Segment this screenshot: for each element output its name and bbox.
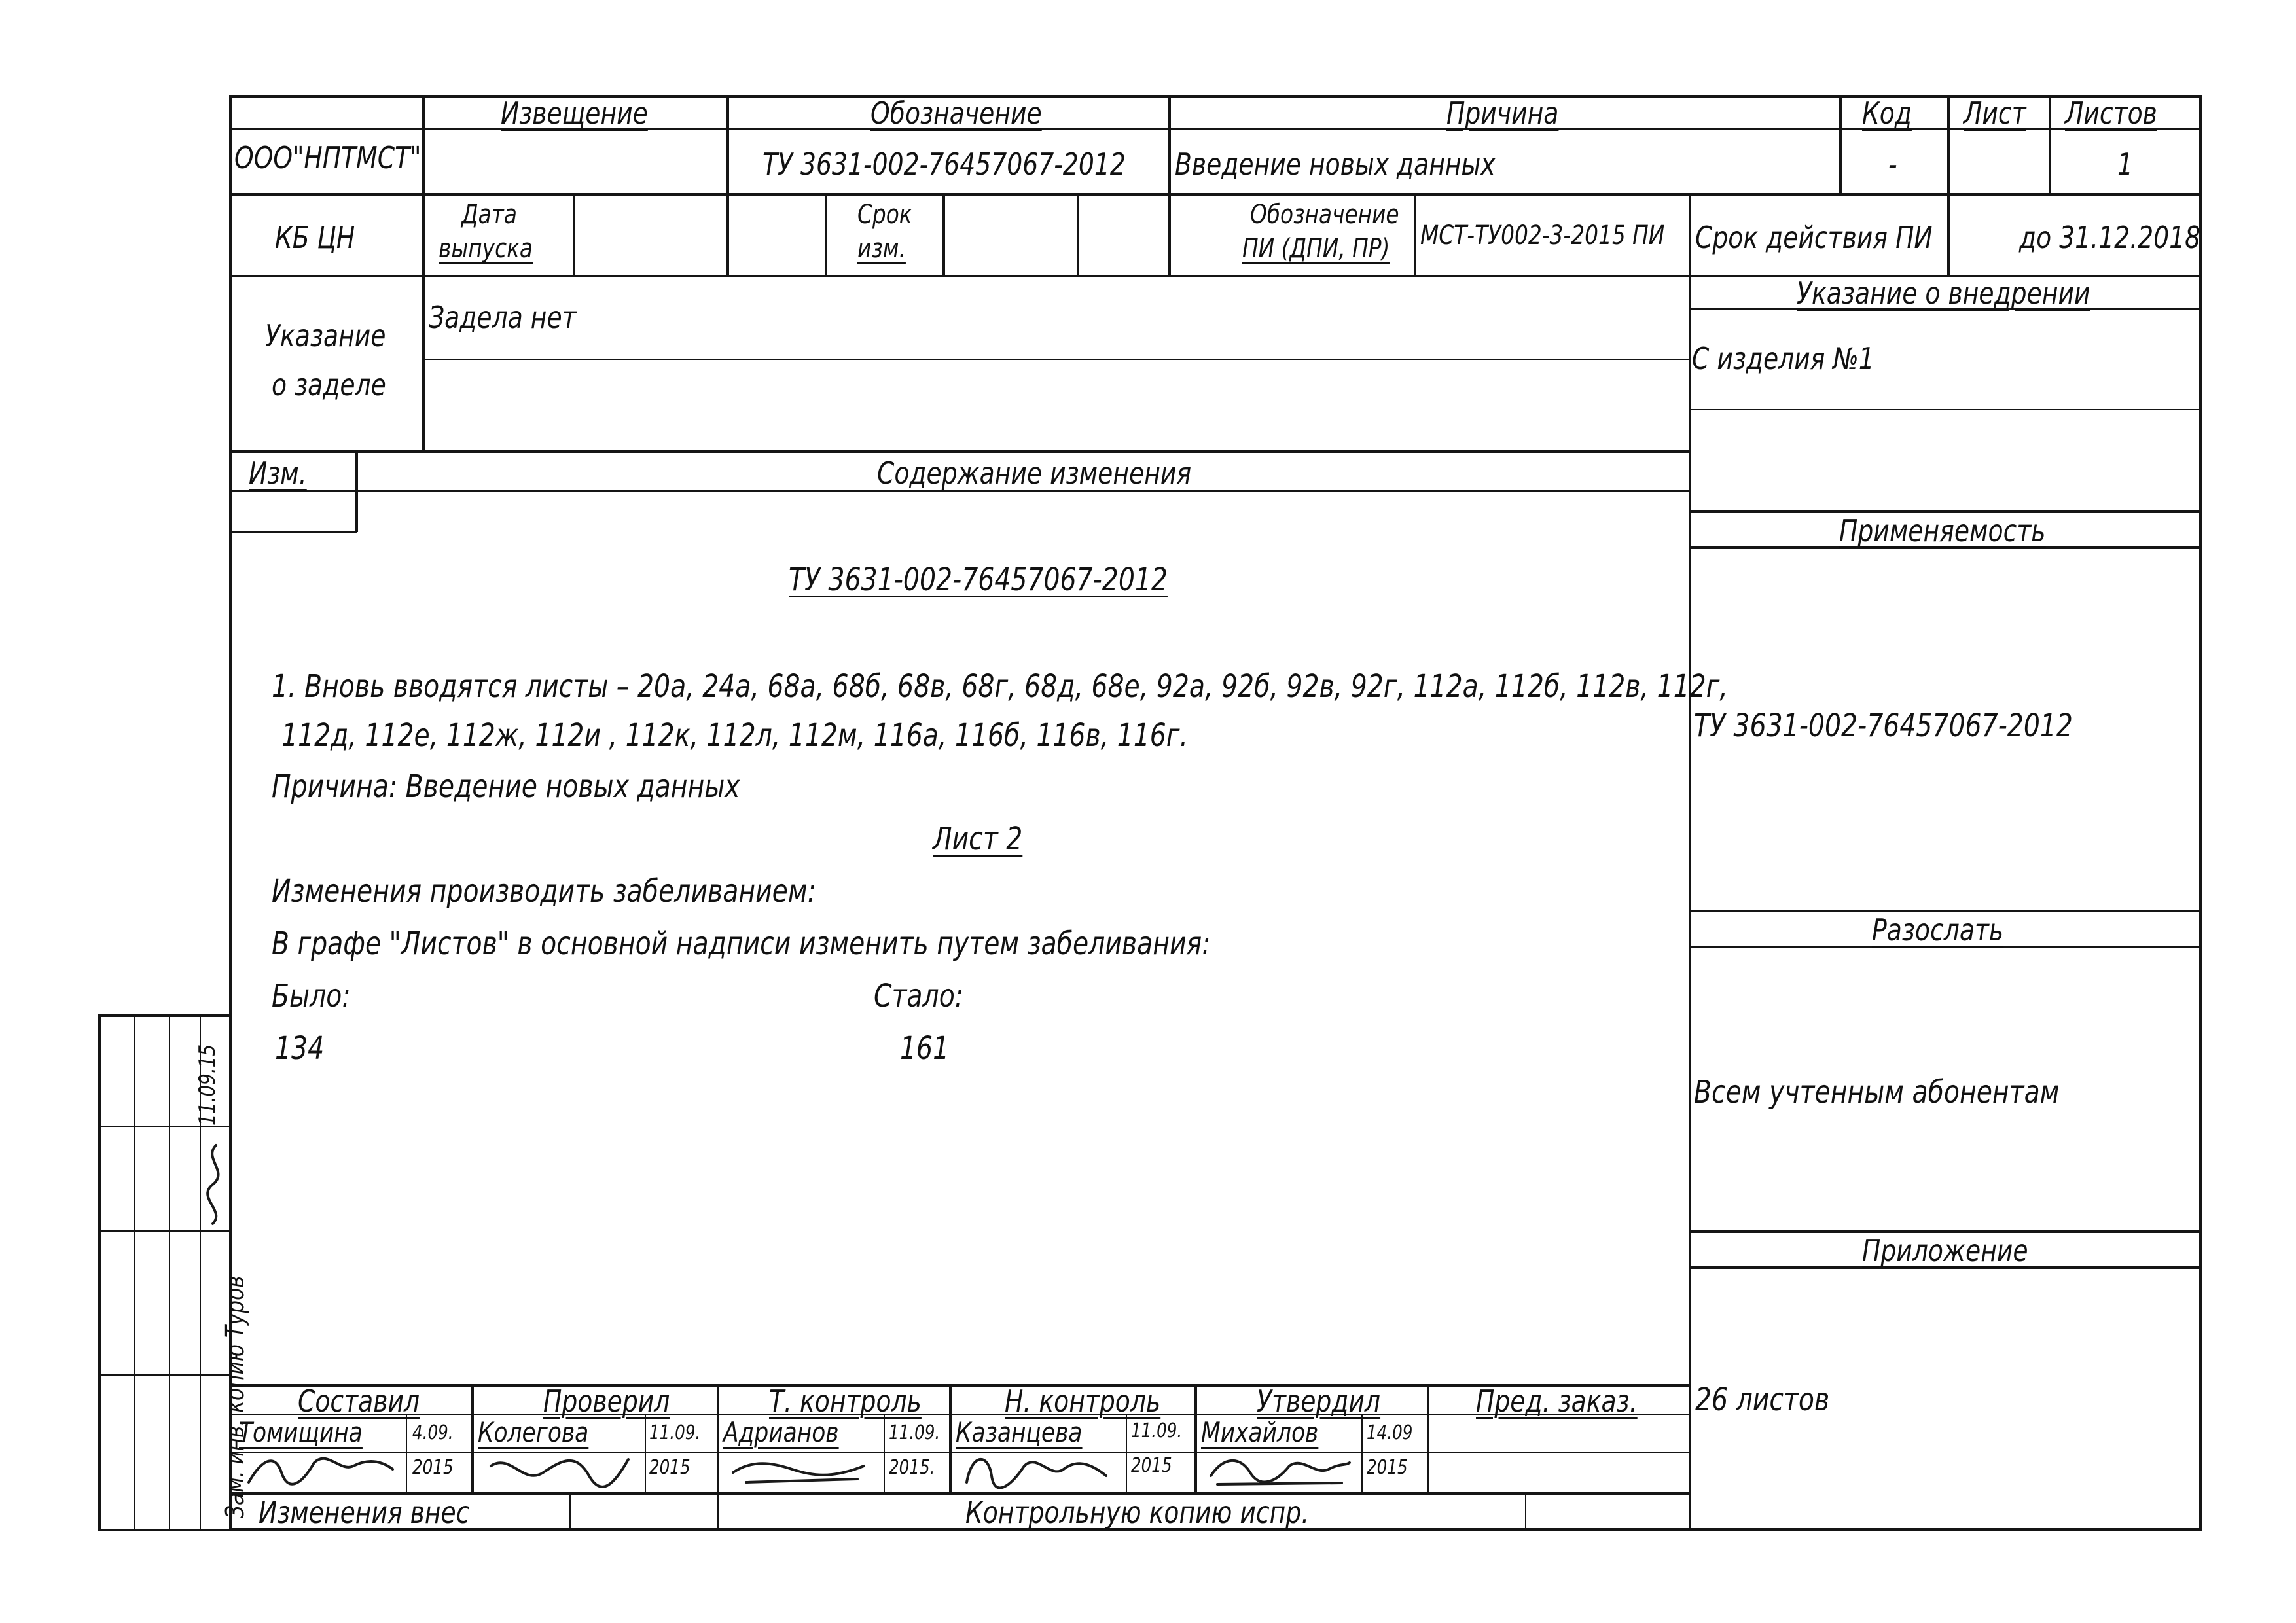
reason-label: Причина <box>1446 96 1559 131</box>
approved-name: Михайлов <box>1201 1416 1319 1448</box>
sheets-value: 1 <box>2117 147 2134 182</box>
tech-control-name: Адрианов <box>723 1416 839 1448</box>
change-term-label-2: изм. <box>857 234 906 264</box>
issue-date-label-2: выпуска <box>439 234 533 264</box>
attachment-value: 26 листов <box>1695 1382 1830 1418</box>
org-name: ООО"НПТМСТ" <box>234 140 422 175</box>
checked-date-2: 2015 <box>649 1456 691 1479</box>
change-number-label: Изм. <box>249 455 307 491</box>
compiled-date-2: 2015 <box>412 1456 454 1479</box>
distribution-value: Всем учтенным абонентам <box>1694 1074 2060 1111</box>
control-copy-label: Контрольную копию испр. <box>965 1495 1310 1530</box>
checked-name: Колегова <box>478 1416 589 1448</box>
sheets-label: Листов <box>2065 96 2157 131</box>
code-value: - <box>1888 147 1897 182</box>
side-stamp-date: 11.09.15 <box>194 1044 221 1126</box>
code-label: Код <box>1862 96 1912 131</box>
changes-made-label: Изменения внес <box>259 1495 470 1530</box>
side-stamp-text: Зам. инв. копию Туров <box>221 1275 249 1518</box>
norm-control-name: Казанцева <box>956 1416 1083 1448</box>
implementation-label: Указание о внедрении <box>1797 276 2090 311</box>
dept-value: КБ ЦН <box>275 220 355 255</box>
tech-control-label: Т. контроль <box>769 1383 922 1419</box>
issue-date-label-1: Дата <box>461 200 517 230</box>
compiled-date-1: 4.09. <box>412 1421 454 1444</box>
was-label: Было: <box>272 978 351 1014</box>
notice-label: Извещение <box>501 96 648 131</box>
became-value: 161 <box>900 1030 950 1067</box>
content-line-3: Причина: Введение новых данных <box>272 768 740 805</box>
validity-value: до 31.12.2018 <box>2019 220 2201 255</box>
checked-label: Проверил <box>543 1383 670 1419</box>
tech-control-date-2: 2015. <box>889 1456 935 1479</box>
compiled-signature <box>242 1446 399 1492</box>
pi-value: МСТ-ТУ002-3-2015 ПИ <box>1420 221 1665 251</box>
norm-control-signature <box>959 1446 1116 1492</box>
sheet-reference: Лист 2 <box>933 821 1023 857</box>
backlog-label-2: о заделе <box>272 367 386 402</box>
approved-date-2: 2015 <box>1367 1456 1408 1479</box>
approved-date-1: 14.09 <box>1367 1421 1413 1444</box>
checked-date-1: 11.09. <box>649 1421 701 1444</box>
pi-label-2: ПИ (ДПИ, ПР) <box>1242 234 1390 264</box>
approved-signature <box>1204 1446 1355 1492</box>
pi-label-1: Обозначение <box>1250 200 1399 230</box>
distribution-label: Разослать <box>1872 912 2004 948</box>
implementation-value: С изделия №1 <box>1692 341 1874 376</box>
was-value: 134 <box>275 1030 325 1067</box>
compiled-name: Томищина <box>239 1416 363 1448</box>
compiled-label: Составил <box>298 1383 420 1419</box>
norm-control-label: Н. контроль <box>1005 1383 1161 1419</box>
content-line-5: В графе "Листов" в основной надписи изменить путем забеливания: <box>272 925 1211 962</box>
content-label: Содержание изменения <box>877 455 1192 491</box>
designation-value: ТУ 3631-002-76457067-2012 <box>762 147 1126 182</box>
backlog-value: Задела нет <box>429 300 577 335</box>
sheet-label: Лист <box>1964 96 2026 131</box>
approved-label: Утвердил <box>1257 1383 1381 1419</box>
applicability-value: ТУ 3631-002-76457067-2012 <box>1694 707 2073 744</box>
applicability-label: Применяемость <box>1839 513 2046 548</box>
became-label: Стало: <box>874 978 964 1014</box>
norm-control-date-1: 11.09. <box>1131 1419 1183 1442</box>
tech-control-signature <box>726 1446 877 1492</box>
backlog-label-1: Указание <box>265 318 386 353</box>
content-title: ТУ 3631-002-76457067-2012 <box>789 562 1168 598</box>
side-stamp-signature <box>200 1139 232 1230</box>
change-term-label-1: Срок <box>857 200 912 230</box>
designation-label: Обозначение <box>870 96 1042 131</box>
reason-value: Введение новых данных <box>1175 147 1496 182</box>
validity-label: Срок действия ПИ <box>1695 220 1933 255</box>
attachment-label: Приложение <box>1862 1233 2028 1268</box>
content-line-1: 1. Вновь вводятся листы – 20а, 24а, 68а, 68б, 68в, 68г, 68д, 68е, 92а, 92б, 92в, 92г, 112а, 112б, 112в, 112г, <box>272 668 1728 705</box>
content-line-4: Изменения производить забеливанием: <box>272 873 816 910</box>
customer-label: Пред. заказ. <box>1476 1383 1638 1419</box>
checked-signature <box>484 1446 635 1492</box>
norm-control-date-2: 2015 <box>1131 1454 1172 1477</box>
content-line-2: 112д, 112е, 112ж, 112и , 112к, 112л, 112м, 116а, 116б, 116в, 116г. <box>281 717 1189 754</box>
tech-control-date-1: 11.09. <box>889 1421 941 1444</box>
